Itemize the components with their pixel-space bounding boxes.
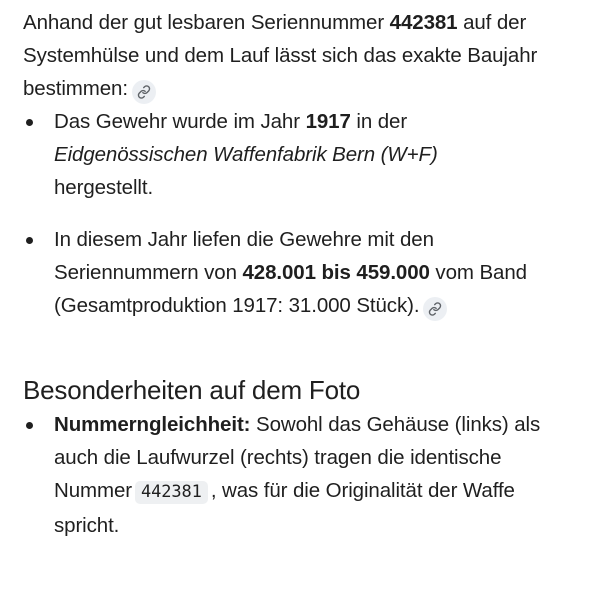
link-icon [428, 302, 442, 316]
fact-text: vom Band (Gesamtproduktion 1917: 31.000 Stück). [54, 261, 527, 317]
intro-text-end: auf der Systemhülse und dem Lauf lässt sich das exakte Baujahr bestimmen: [23, 11, 538, 100]
fact-text: in der [350, 110, 408, 133]
feature-text: , was für die Originalität der Waffe spricht. [54, 479, 515, 537]
section-heading: Besonderheiten auf dem Foto [23, 375, 361, 405]
feature-text: Sowohl das Gehäuse (links) als auch die Laufwurzel (rechts) tragen die identische Nummer [54, 413, 541, 502]
intro-paragraph [23, 6, 583, 105]
list-item [23, 408, 583, 542]
response-content [23, 6, 583, 542]
fact-text: hergestellt. [54, 176, 154, 199]
facts-list [23, 105, 583, 322]
feature-title-bold: Nummerngleichheit: [54, 413, 251, 436]
special-features-list [23, 408, 583, 542]
factory-name-italic: Eidgenössischen Waffenfabrik Bern (W+F) [54, 143, 438, 166]
source-link-button[interactable] [132, 80, 156, 104]
list-item [23, 223, 583, 322]
serial-number-code: 442381 [135, 481, 208, 504]
intro-text-start: Anhand der gut lesbaren Seriennummer [23, 11, 390, 34]
list-item [23, 105, 583, 204]
bullet-dot [26, 422, 33, 429]
year-bold: 1917 [305, 110, 351, 133]
bullet-dot [26, 119, 33, 126]
fact-text: Das Gewehr wurde im Jahr [54, 110, 306, 133]
serial-number-bold: 442381 [389, 11, 458, 34]
source-link-button[interactable] [423, 297, 447, 321]
bullet-dot [26, 237, 33, 244]
fact-text: In diesem Jahr liefen die Gewehre mit den Seriennummern von [54, 228, 434, 284]
link-icon [137, 85, 151, 99]
serial-range-bold: 428.001 bis 459.000 [242, 261, 430, 284]
